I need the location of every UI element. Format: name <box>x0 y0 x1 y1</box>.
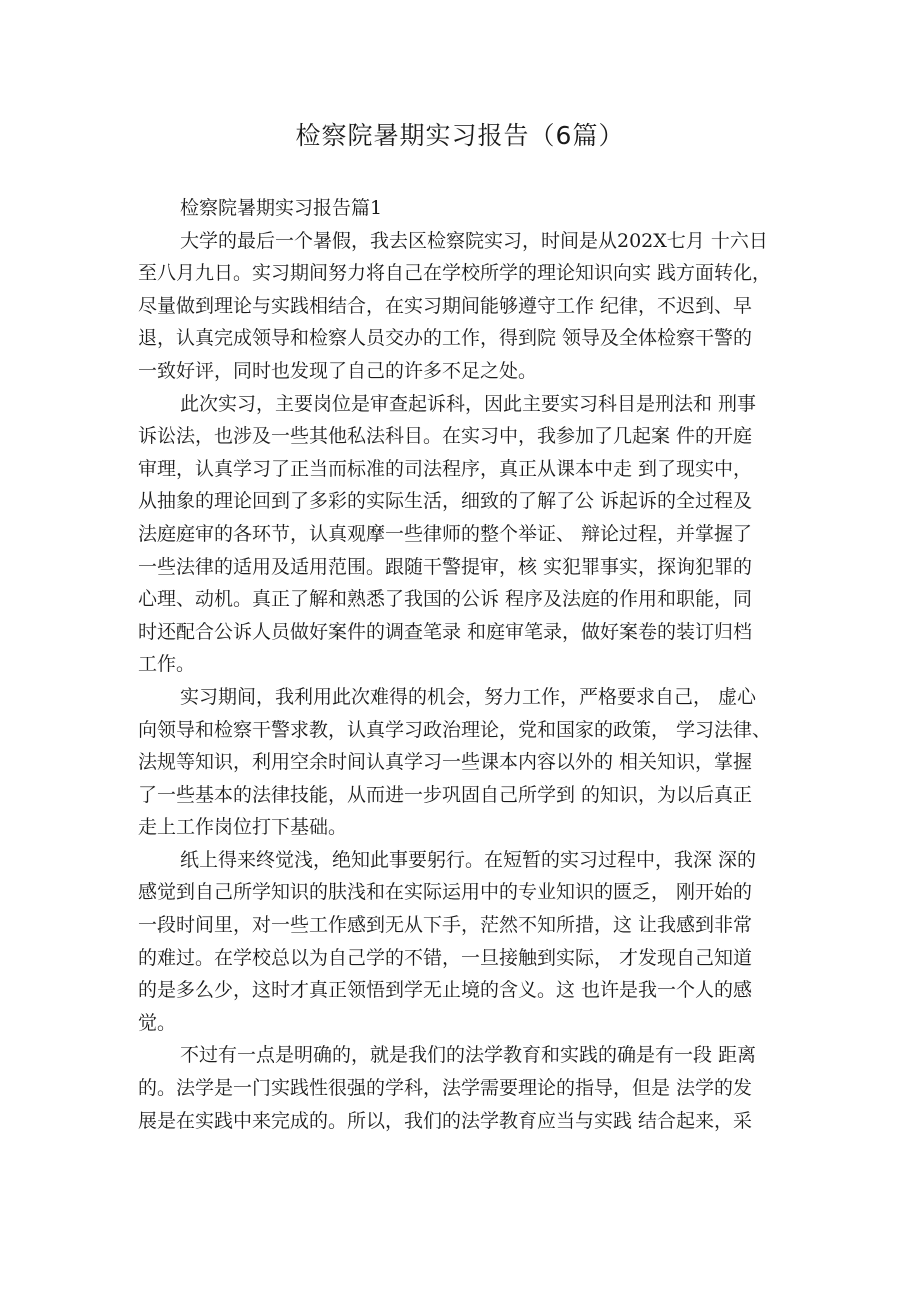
paragraph-5-line-2: 的。法学是一门实践性很强的学科，法学需要理论的指导，但是 法学的发 <box>138 1077 753 1100</box>
paragraph-4-line-4: 的难过。在学校总以为自己学的不错，一旦接触到实际， 才发现自己知道 <box>138 946 753 969</box>
paragraph-5-line-3: 展是在实践中来完成的。所以，我们的法学教育应当与实践 结合起来，采 <box>138 1109 753 1132</box>
paragraph-2-line-8: 时还配合公诉人员做好案件的调查笔录 和庭审笔录，做好案卷的装订归档 <box>138 620 753 643</box>
paragraph-2-line-5: 法庭庭审的各环节，认真观摩一些律师的整个举证、 辩论过程，并掌握了 <box>138 522 753 545</box>
paragraph-3-line-1: 实习期间，我利用此次难得的机会，努力工作，严格要求自己， 虚心 <box>180 685 757 708</box>
paragraph-2-line-4: 从抽象的理论回到了多彩的实际生活，细致的了解了公 诉起诉的全过程及 <box>138 490 753 513</box>
section-heading: 检察院暑期实习报告篇1 <box>180 197 383 219</box>
paragraph-2-line-6: 一些法律的适用及适用范围。跟随干警提审，核 实犯罪事实，探询犯罪的 <box>138 555 753 578</box>
paragraph-1-line-5: 一致好评，同时也发现了自己的许多不足之处。 <box>138 359 538 382</box>
paragraph-5-line-1: 不过有一点是明确的，就是我们的法学教育和实践的确是有一段 距离 <box>180 1044 757 1067</box>
paragraph-4-line-1: 纸上得来终觉浅，绝知此事要躬行。在短暂的实习过程中，我深 深的 <box>180 848 757 871</box>
paragraph-1-line-1: 大学的最后一个暑假，我去区检察院实习，时间是从202X七月 十六日 <box>180 229 768 252</box>
paragraph-2-line-3: 审理，认真学习了正当而标准的司法程序，真正从课本中走 到了现实中， <box>138 457 753 480</box>
paragraph-4-line-2: 感觉到自己所学知识的肤浅和在实际运用中的专业知识的匮乏， 刚开始的 <box>138 881 753 904</box>
paragraph-3-line-4: 了一些基本的法律技能，从而进一步巩固自己所学到 的知识，为以后真正 <box>138 783 753 806</box>
paragraph-2-line-9: 工作。 <box>138 653 196 676</box>
paragraph-2-line-1: 此次实习，主要岗位是审查起诉科，因此主要实习科目是刑法和 刑事 <box>180 392 757 415</box>
paragraph-2-line-2: 诉讼法，也涉及一些其他私法科目。在实习中，我参加了几起案 件的开庭 <box>138 425 753 448</box>
paragraph-1-line-4: 退，认真完成领导和检察人员交办的工作，得到院 领导及全体检察干警的 <box>138 327 753 350</box>
document-title: 检察院暑期实习报告（6篇） <box>295 121 625 150</box>
paragraph-1-line-2: 至八月九日。实习期间努力将自己在学校所学的理论知识向实 践方面转化， <box>138 262 772 285</box>
paragraph-3-line-3: 法规等知识，利用空余时间认真学习一些课本内容以外的 相关知识，掌握 <box>138 751 753 774</box>
paragraph-4-line-5: 的是多么少，这时才真正领悟到学无止境的含义。这 也许是我一个人的感 <box>138 979 753 1002</box>
paragraph-2-line-7: 心理、动机。真正了解和熟悉了我国的公诉 程序及法庭的作用和职能，同 <box>138 588 753 611</box>
paragraph-3-line-2: 向领导和检察干警求教，认真学习政治理论，党和国家的政策， 学习法律、 <box>138 718 772 741</box>
paragraph-4-line-6: 觉。 <box>138 1011 177 1034</box>
paragraph-4-line-3: 一段时间里，对一些工作感到无从下手，茫然不知所措，这 让我感到非常 <box>138 914 753 937</box>
document-body <box>138 192 798 1137</box>
paragraph-1-line-3: 尽量做到理论与实践相结合，在实习期间能够遵守工作 纪律，不迟到、早 <box>138 294 753 317</box>
paragraph-3-line-5: 走上工作岗位打下基础。 <box>138 816 348 839</box>
